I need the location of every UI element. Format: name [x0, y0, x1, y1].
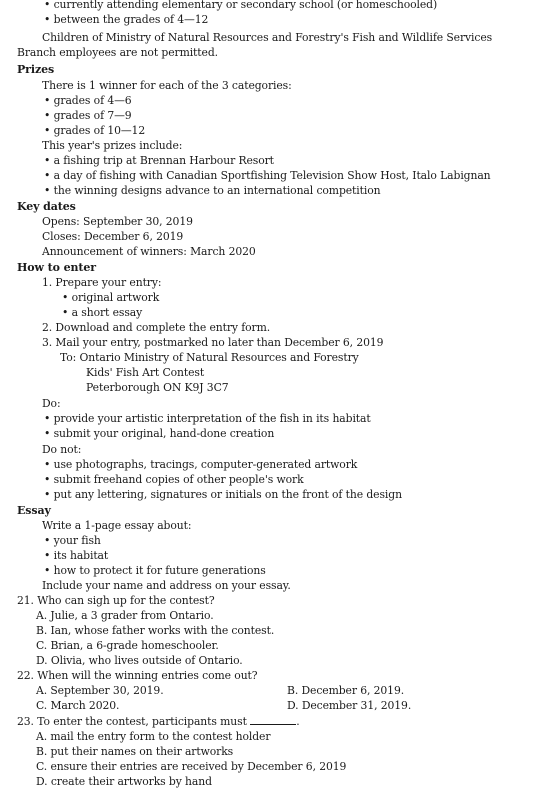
essay-intro: Write a 1-page essay about: [42, 519, 192, 532]
enter-step: 1. Prepare your entry: [42, 276, 162, 289]
prizes-include-intro: This year's prizes include: [42, 139, 183, 152]
question-stem-text: 23. To enter the contest, participants must [17, 715, 247, 728]
do-label: Do: [42, 397, 61, 410]
section-heading-prizes: Prizes [17, 63, 55, 76]
mailing-address-line: Peterborough ON K9J 3C7 [86, 381, 229, 394]
donot-item: • put any lettering, signatures or initials on the front of the design [44, 488, 402, 501]
eligibility-note: Branch employees are not permitted. [17, 46, 218, 59]
question-stem: 22. When will the winning entries come out? [17, 669, 258, 682]
question-stem [17, 715, 300, 729]
prize-category: • grades of 7—9 [44, 109, 132, 122]
prize-category: • grades of 4—6 [44, 94, 132, 107]
donot-item: • use photographs, tracings, computer-generated artwork [44, 458, 358, 471]
mailing-address-line: Kids' Fish Art Contest [86, 366, 205, 379]
do-item: • submit your original, hand-done creation [44, 427, 275, 440]
question-option: B. December 6, 2019. [287, 684, 405, 697]
question-stem-end: . [296, 715, 300, 728]
key-date-opens: Opens: September 30, 2019 [42, 215, 193, 228]
mailing-address-line: To: Ontario Ministry of Natural Resources and Forestry [60, 351, 359, 364]
question-stem: 21. Who can sigh up for the contest? [17, 594, 215, 607]
donot-item: • submit freehand copies of other people's work [44, 473, 304, 486]
prize-category: • grades of 10—12 [44, 124, 146, 137]
prize-item: • a fishing trip at Brennan Harbour Resort [44, 154, 274, 167]
question-option: C. ensure their entries are received by December 6, 2019 [36, 760, 347, 773]
enter-step-item: • original artwork [62, 291, 160, 304]
enter-step-item: • a short essay [62, 306, 143, 319]
enter-step: 2. Download and complete the entry form. [42, 321, 271, 334]
question-option: A. Julie, a 3 grader from Ontario. [36, 609, 214, 622]
question-option: A. mail the entry form to the contest holder [36, 730, 271, 743]
question-option: C. March 2020. [36, 699, 120, 712]
question-option: C. Brian, a 6-grade homeschooler. [36, 639, 219, 652]
prizes-intro: There is 1 winner for each of the 3 categories: [42, 79, 292, 92]
section-heading-essay: Essay [17, 504, 51, 517]
question-option: D. create their artworks by hand [36, 775, 212, 788]
answer-blank [250, 715, 296, 725]
section-heading-key-dates: Key dates [17, 200, 76, 213]
question-option: B. put their names on their artworks [36, 745, 234, 758]
eligibility-bullet: • between the grades of 4—12 [44, 13, 209, 26]
question-option: B. Ian, whose father works with the contest. [36, 624, 275, 637]
key-date-closes: Closes: December 6, 2019 [42, 230, 184, 243]
eligibility-bullet: • currently attending elementary or secondary school (or homeschooled) [44, 0, 438, 11]
essay-item: • how to protect it for future generations [44, 564, 266, 577]
essay-item: • your fish [44, 534, 101, 547]
essay-item: • its habitat [44, 549, 109, 562]
eligibility-note: Children of Ministry of Natural Resources and Forestry's Fish and Wildlife Services [42, 31, 493, 44]
prize-item: • the winning designs advance to an international competition [44, 184, 381, 197]
essay-note: Include your name and address on your essay. [42, 579, 291, 592]
donot-label: Do not: [42, 443, 82, 456]
question-option: A. September 30, 2019. [36, 684, 164, 697]
question-option: D. Olivia, who lives outside of Ontario. [36, 654, 243, 667]
key-date-announcement: Announcement of winners: March 2020 [42, 245, 256, 258]
section-heading-how-to-enter: How to enter [17, 261, 96, 274]
enter-step: 3. Mail your entry, postmarked no later than December 6, 2019 [42, 336, 384, 349]
do-item: • provide your artistic interpretation of the fish in its habitat [44, 412, 371, 425]
question-option: D. December 31, 2019. [287, 699, 412, 712]
prize-item: • a day of fishing with Canadian Sportfishing Television Show Host, Italo Labignan [44, 169, 491, 182]
